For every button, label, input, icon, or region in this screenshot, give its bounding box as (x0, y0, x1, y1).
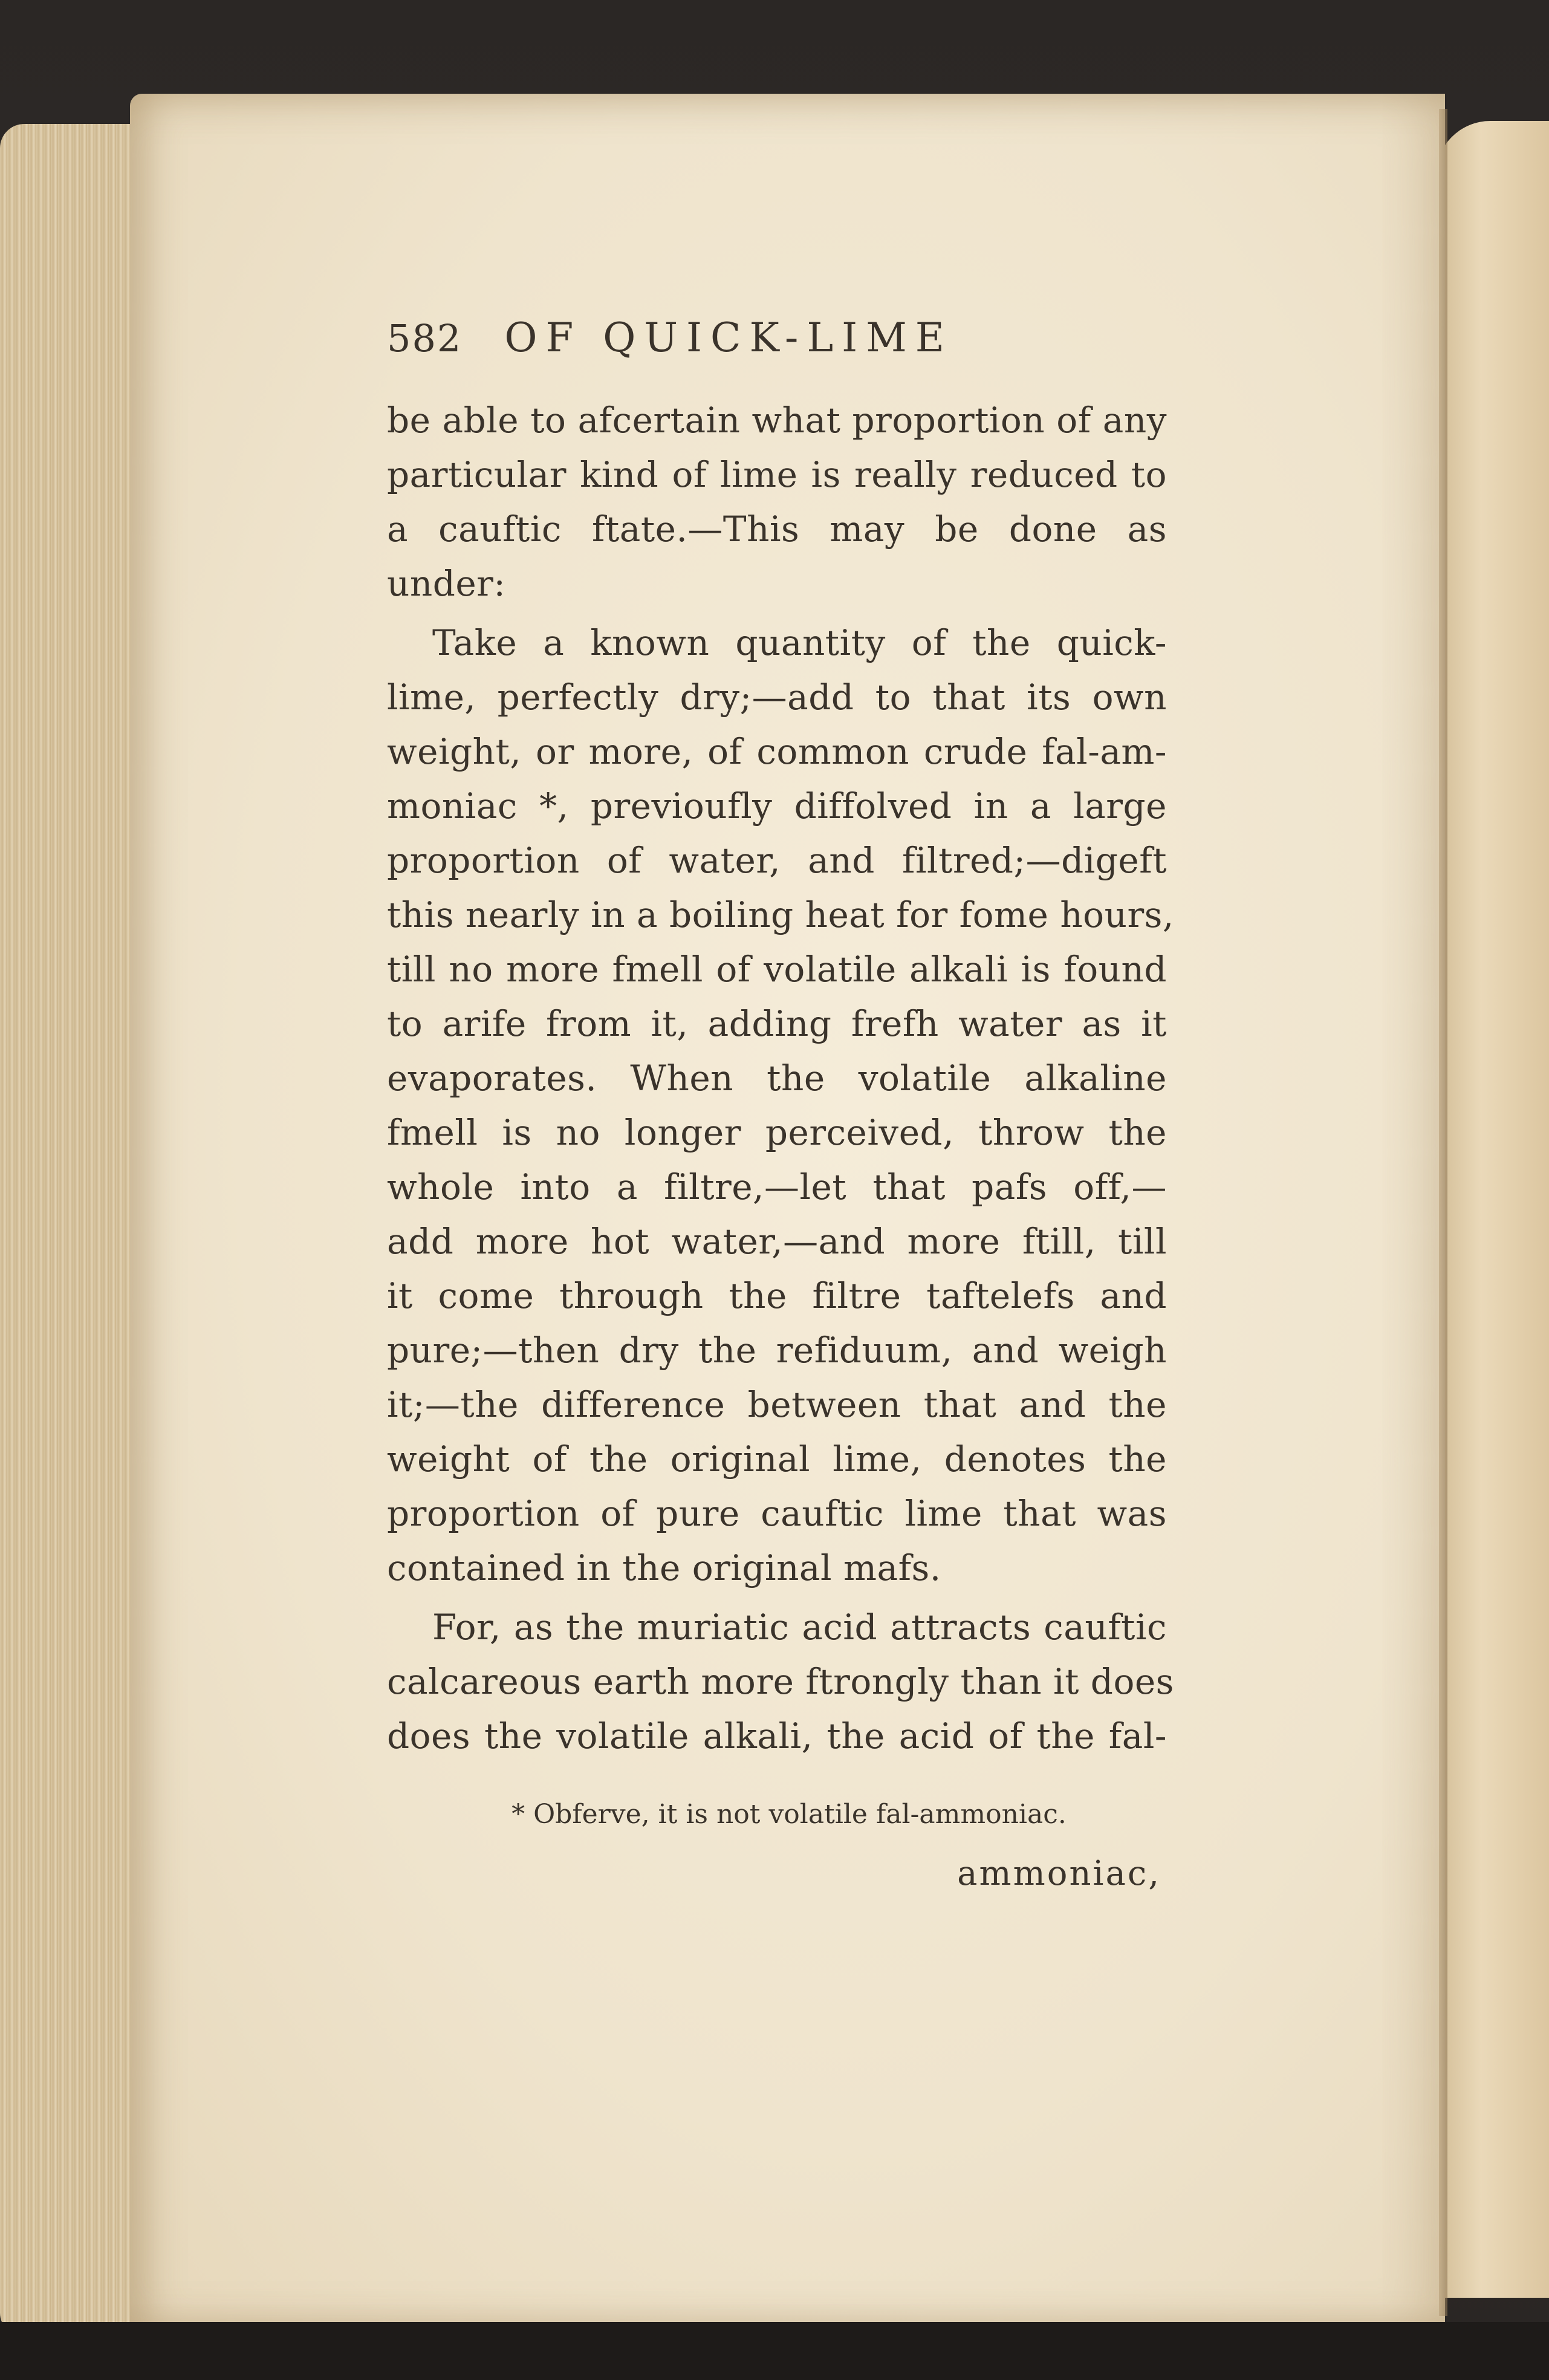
text-line: it come through the filtre taftelefs and (387, 1275, 1167, 1316)
text-line: a cauftic ftate.—This may be done as (387, 509, 1167, 550)
text-line: does the volatile alkali, the acid of the fal- (387, 1715, 1167, 1757)
text-line: be able to afcertain what proportion of any (387, 400, 1167, 441)
text-line: calcareous earth more ftrongly than it does (387, 1661, 1174, 1702)
text-line: particular kind of lime is really reduced to (387, 454, 1167, 495)
page-edges (0, 124, 148, 2337)
gutter-shadow (1439, 109, 1447, 2316)
running-head (387, 314, 1167, 381)
footnote: * Obferve, it is not volatile fal-ammoniac. (511, 1799, 1067, 1830)
catchword: ammoniac, (957, 1854, 1161, 1893)
text-line: till no more fmell of volatile alkali is found (387, 949, 1167, 990)
page-number: 582 (387, 316, 463, 360)
page-text (387, 314, 1174, 1893)
text-line: Take a known quantity of the quick- (432, 622, 1167, 663)
text-line: lime, perfectly dry;—add to that its own (387, 677, 1167, 718)
text-line: moniac *, previoufly diffolved in a large (387, 785, 1167, 827)
text-line: add more hot water,—and more ftill, till (387, 1221, 1167, 1262)
text-line: weight, or more, of common crude fal-am- (387, 731, 1167, 772)
text-line: fmell is no longer perceived, throw the (387, 1112, 1167, 1153)
text-line: this nearly in a boiling heat for fome hours, (387, 894, 1174, 935)
text-line: it;—the difference between that and the (387, 1384, 1167, 1425)
text-line: proportion of water, and filtred;—digeft (387, 840, 1167, 881)
running-title: OF QUICK-LIME (504, 314, 953, 361)
text-line: to arife from it, adding frefh water as it (387, 1003, 1167, 1044)
text-line: For, as the muriatic acid attracts cauftic (432, 1607, 1167, 1648)
text-line: proportion of pure cauftic lime that was (387, 1493, 1167, 1534)
text-line: under: (387, 563, 506, 604)
table-surface (0, 2322, 1549, 2380)
facing-page-edge (1436, 121, 1549, 2298)
text-line: weight of the original lime, denotes the (387, 1439, 1167, 1480)
text-line: pure;—then dry the refiduum, and weigh (387, 1330, 1167, 1371)
text-line: contained in the original mafs. (387, 1547, 941, 1588)
text-line: evaporates. When the volatile alkaline (387, 1058, 1167, 1099)
text-line: whole into a filtre,—let that pafs off,— (387, 1166, 1167, 1208)
